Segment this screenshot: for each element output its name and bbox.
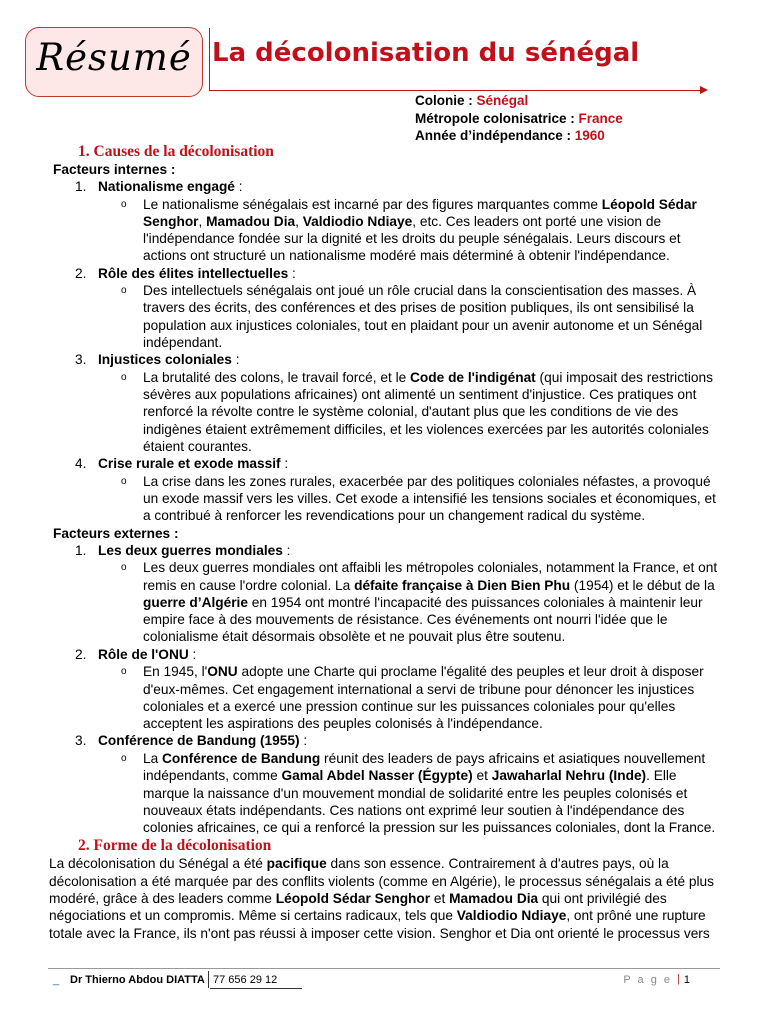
meta-colonie bbox=[415, 92, 623, 110]
paragraph-forme bbox=[49, 855, 723, 941]
text-run: dans son essence. Contrairement à d'autres pays, où la décolonisation a été marquée par des conflits violents (comme en Algérie), le processus sénégalais a été plus modéré, grâce à des leaders comme bbox=[49, 856, 714, 906]
footer-page-label: P a g e bbox=[623, 974, 672, 986]
text-run: adopte une Charte qui proclame l'égalité des peuples et leur droit à disposer d'eux-mêmes. Cet engagement international a servi de tribune pour dénoncer les injustices coloniales et a exercé une pression continue sur les puissances coloniales pour qu'elles acceptent les aspirations des peuples colonisés à l'indépendance. bbox=[143, 664, 704, 732]
document-body bbox=[49, 142, 723, 942]
footer-author: Dr Thierno Abdou DIATTA bbox=[70, 974, 205, 986]
bullet-paragraph bbox=[53, 559, 723, 645]
item-label: Conférence de Bandung (1955) bbox=[98, 733, 300, 749]
circle-bullet-icon: o bbox=[121, 198, 127, 210]
text-run: , bbox=[295, 213, 303, 229]
list-item bbox=[53, 732, 723, 750]
bold-run: Conférence de Bandung bbox=[162, 750, 321, 766]
meta-metropole bbox=[415, 110, 623, 128]
list-item bbox=[53, 265, 723, 283]
bold-run: guerre d’Algérie bbox=[143, 594, 248, 610]
item-label: Rôle de l'ONU bbox=[98, 646, 189, 662]
text-run: La brutalité des colons, le travail forcé, et le bbox=[143, 369, 411, 385]
bullet-paragraph bbox=[53, 196, 723, 265]
circle-bullet-icon: o bbox=[121, 371, 127, 383]
text-run: , ont prôné une rupture totale avec la France, ils n'ont pas réussi à imposer cette vision. Senghor et Dia ont orienté le processus vers bbox=[49, 908, 710, 941]
footer-page-number: 1 bbox=[683, 974, 690, 986]
resume-label: Résumé bbox=[36, 36, 192, 79]
meta-value: 1960 bbox=[574, 128, 605, 143]
bold-run: Valdiodio Ndiaye bbox=[456, 908, 567, 924]
text-run: et bbox=[472, 768, 492, 784]
text-run: En 1945, l' bbox=[143, 664, 208, 680]
text-run: La crise dans les zones rurales, exacerbée par des politiques coloniales néfastes, a provoqué un exode massif vers les villes. Cet exode a intensifié les tensions sociales et économiques, et a contribué à renforcer les revendications pour un changement radical du système. bbox=[143, 473, 716, 524]
meta-label: Année d’indépendance : bbox=[415, 128, 575, 143]
arrow-head-icon bbox=[700, 86, 708, 94]
item-number: 1. bbox=[75, 542, 87, 558]
text-run: Le nationalisme sénégalais est incarné par des figures marquantes comme bbox=[143, 196, 602, 212]
bold-run: Mamadou Dia bbox=[449, 891, 539, 906]
bold-run: Mamadou Dia bbox=[206, 213, 296, 229]
subheading-internal: Facteurs internes : bbox=[53, 162, 176, 177]
text-run: . Elle marque la naissance d'un mouvement mondial de solidarité entre les peuples colonisés et nouveaux états indépendants. Ces nations ont exprimé leur soutien à l'indépendance des colonies africaines, ce qui a renforcé la pression sur les puissances coloniales, dont la France. bbox=[143, 768, 716, 836]
item-label: Crise rurale et exode massif bbox=[98, 456, 281, 472]
item-suffix: : bbox=[299, 733, 308, 749]
item-suffix: : bbox=[234, 179, 243, 194]
bold-run: Code de l'indigénat bbox=[410, 369, 536, 385]
page-footer bbox=[48, 971, 720, 991]
footer-phone: 77 656 29 12 bbox=[213, 974, 278, 986]
resume-badge bbox=[25, 27, 203, 97]
footer-rule bbox=[48, 968, 720, 969]
footer-separator bbox=[208, 971, 209, 988]
bullet-paragraph bbox=[53, 282, 723, 351]
footer-bar: | bbox=[677, 973, 680, 985]
item-number: 1. bbox=[75, 179, 87, 194]
bold-run: Gamal Abdel Nasser (Égypte) bbox=[281, 768, 473, 784]
item-suffix: : bbox=[280, 456, 289, 472]
text-run: (1954) et le début de la bbox=[570, 577, 715, 593]
text-run: , etc. Ces leaders ont porté une vision de l'indépendance fondée sur la dignité et les droits du peuple sénégalais. Leurs discours et actions ont structuré un nationalisme modéré mais déterminé à obtenir l'indépendance. bbox=[143, 213, 681, 264]
section-title-causes: 1. Causes de la décolonisation bbox=[78, 143, 274, 160]
bold-run: ONU bbox=[207, 664, 238, 680]
list-item bbox=[53, 542, 723, 560]
title-rule bbox=[209, 90, 702, 91]
text-run: en 1954 ont montré l'incapacité des puissances coloniales à maintenir leur empire face à des mouvements de résistance. Ces événements ont nourri l'idée que le colonialisme était désormais obsolète et ne pouvait plus être soutenu. bbox=[143, 594, 703, 645]
text-run: La bbox=[143, 750, 163, 766]
list-item bbox=[53, 178, 723, 196]
meta-label: Colonie : bbox=[415, 93, 477, 108]
text-run: et bbox=[430, 891, 450, 906]
meta-block bbox=[415, 92, 623, 145]
meta-label: Métropole colonisatrice : bbox=[415, 110, 579, 126]
footer-tick: _ bbox=[53, 974, 60, 986]
item-suffix: : bbox=[231, 352, 240, 368]
bullet-paragraph bbox=[53, 369, 723, 455]
item-number: 3. bbox=[75, 352, 87, 368]
circle-bullet-icon: o bbox=[121, 562, 127, 574]
item-label: Nationalisme engagé bbox=[98, 179, 235, 194]
list-item bbox=[53, 646, 723, 664]
item-suffix: : bbox=[282, 542, 291, 558]
footer-phone-rule bbox=[210, 988, 302, 989]
circle-bullet-icon: o bbox=[121, 752, 127, 764]
bold-run: Jawaharlal Nehru (Inde) bbox=[491, 768, 647, 784]
bold-run: Léopold Sédar Senghor bbox=[275, 891, 431, 906]
bold-run: Léopold Sédar Senghor bbox=[143, 196, 697, 229]
list-item bbox=[53, 455, 723, 473]
text-run: Les deux guerres mondiales ont affaibli les métropoles coloniales, notamment la France, et ont remis en cause l'ordre colonial. La bbox=[143, 560, 718, 593]
meta-value: France bbox=[578, 110, 623, 126]
bullet-paragraph bbox=[53, 663, 723, 732]
item-number: 3. bbox=[75, 733, 87, 749]
title-rule-vertical bbox=[209, 28, 210, 90]
bold-run: Valdiodio Ndiaye bbox=[302, 213, 413, 229]
text-run: qui ont privilégié des négociations et un compromis. Même si certains radicaux, tels que bbox=[49, 891, 667, 924]
text-run: (qui imposait des restrictions sévères aux populations africaines) ont alimenté un sentiment d'injustice. Ces pratiques ont renforcé la révolte contre le système colonial, d'autant plus que les conditions de vie des indigènes étaient extrêmement difficiles, et les violences exercées par les autorités coloniales étaient courantes. bbox=[143, 369, 713, 455]
text-run: La décolonisation du Sénégal a été bbox=[49, 856, 267, 872]
meta-value: Sénégal bbox=[476, 93, 529, 108]
subheading-external: Facteurs externes : bbox=[53, 525, 179, 541]
section-title-forme: 2. Forme de la décolonisation bbox=[78, 837, 272, 855]
circle-bullet-icon: o bbox=[121, 666, 127, 678]
bold-run: pacifique bbox=[266, 856, 327, 872]
item-suffix: : bbox=[288, 265, 296, 281]
circle-bullet-icon: o bbox=[121, 475, 127, 487]
text-run: , bbox=[198, 213, 207, 229]
item-label: Les deux guerres mondiales bbox=[98, 542, 283, 558]
circle-bullet-icon: o bbox=[121, 285, 127, 297]
bullet-paragraph bbox=[53, 750, 723, 836]
bold-run: défaite française à Dien Bien Phu bbox=[354, 577, 571, 593]
page-title: La décolonisation du sénégal bbox=[212, 38, 640, 68]
list-item bbox=[53, 351, 723, 369]
item-suffix: : bbox=[188, 646, 197, 662]
text-run: Des intellectuels sénégalais ont joué un rôle crucial dans la conscientisation des masses. À travers des écrits, des conférences et des prises de position publiques, ils ont sensibilisé la population aux injustices coloniales, tout en plaidant pour un avenir autonome et un Sénégal indépendant. bbox=[143, 283, 703, 351]
item-number: 2. bbox=[75, 265, 87, 281]
text-run: réunit des leaders de pays africains et asiatiques nouvellement indépendants, comme bbox=[143, 750, 706, 784]
item-label: Rôle des élites intellectuelles bbox=[98, 265, 289, 281]
item-number: 2. bbox=[75, 646, 87, 662]
bullet-paragraph bbox=[53, 473, 723, 525]
item-number: 4. bbox=[75, 456, 87, 472]
item-label: Injustices coloniales bbox=[98, 352, 232, 368]
